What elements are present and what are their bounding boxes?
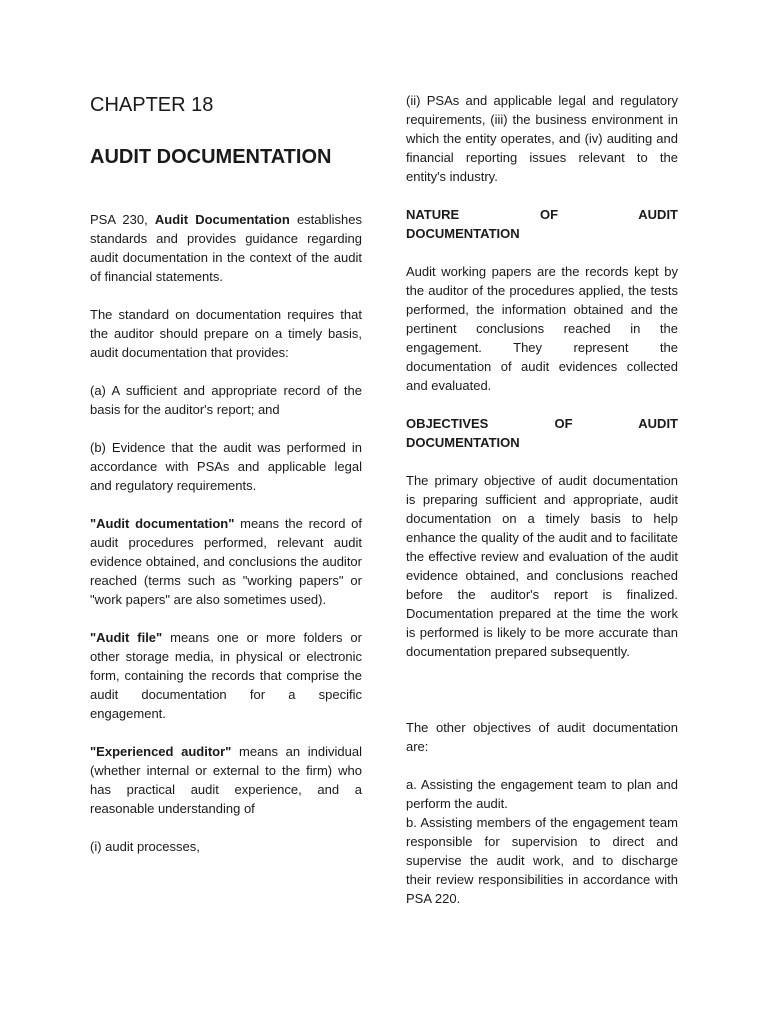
item-b-paragraph: (b) Evidence that the audit was performed in accordance with PSAs and applicable legal and regulatory requirements.: [90, 440, 362, 493]
nature-heading-line1: NATURE OF AUDIT: [406, 207, 678, 222]
nature-paragraph: Audit working papers are the records kept by the auditor of the procedures applied, the tests performed, the information obtained and the pertinent conclusions reached in the engagement. They represent the documentation of audit evidences collected and evaluated.: [406, 264, 678, 393]
nature-heading: [406, 205, 678, 243]
objectives-heading: [406, 414, 678, 452]
document-title: AUDIT DOCUMENTATION: [90, 146, 332, 168]
definition-term: "Experienced auditor": [90, 744, 232, 759]
definition-term: "Audit documentation": [90, 516, 235, 531]
intro-paragraph: [90, 210, 362, 286]
item-a-paragraph: (a) A sufficient and appropriate record of the basis for the auditor's report; and: [90, 383, 362, 417]
objective-item-b: b. Assisting members of the engagement team responsible for supervision to direct and supervise the audit work, and to discharge their review responsibilities in accordance with PSA 220.: [406, 815, 678, 906]
left-column: [90, 92, 362, 875]
definition-term: "Audit file": [90, 630, 163, 645]
objectives-heading-line1: OBJECTIVES OF AUDIT: [406, 416, 678, 431]
objective-item-a: a. Assisting the engagement team to plan and perform the audit.: [406, 777, 678, 811]
intro-text: establishes standards and provides guidance regarding audit documentation in the context of the audit of financial statements.: [90, 212, 362, 284]
spacer: [406, 680, 678, 718]
definition-text: means the record of audit procedures performed, relevant audit evidence obtained, and conclusions the auditor reached (terms such as "working papers" or "work papers" are also sometimes used).: [90, 516, 362, 607]
intro-prefix: PSA 230,: [90, 212, 148, 227]
definition-audit-file: [90, 628, 362, 723]
definition-experienced-auditor: [90, 742, 362, 818]
other-objectives-intro: The other objectives of audit documentation are:: [406, 720, 678, 754]
definition-text: means one or more folders or other storage media, in physical or electronic form, containing the records that comprise the audit documentation for a specific engagement.: [90, 630, 362, 721]
continued-paragraph: (ii) PSAs and applicable legal and regulatory requirements, (iii) the business environment in which the entity operates, and (iv) auditing and financial reporting issues relevant to the entity's industry.: [406, 93, 678, 184]
standard-paragraph: The standard on documentation requires that the auditor should prepare on a timely basis, audit documentation that provides:: [90, 307, 362, 360]
nature-heading-line2: DOCUMENTATION: [406, 226, 520, 241]
objectives-heading-line2: DOCUMENTATION: [406, 435, 520, 450]
intro-bold-title: Audit Documentation: [154, 212, 290, 227]
definition-audit-documentation: [90, 514, 362, 609]
item-i-paragraph: (i) audit processes,: [90, 839, 200, 854]
right-column: [406, 91, 678, 908]
definition-text: means an individual (whether internal or external to the firm) who has practical audit experience, and a reasonable understanding of: [90, 744, 362, 816]
chapter-number: CHAPTER 18: [90, 94, 214, 116]
objectives-paragraph: The primary objective of audit documentation is preparing sufficient and appropriate, audit documentation on a timely basis to help enhance the quality of the audit and to facilitate the effective review and evaluation of the audit evidence obtained, and conclusions reached before the auditor's report is finalized. Documentation prepared at the time the work is performed is likely to be more accurate than documentation prepared subsequently.: [406, 473, 678, 659]
